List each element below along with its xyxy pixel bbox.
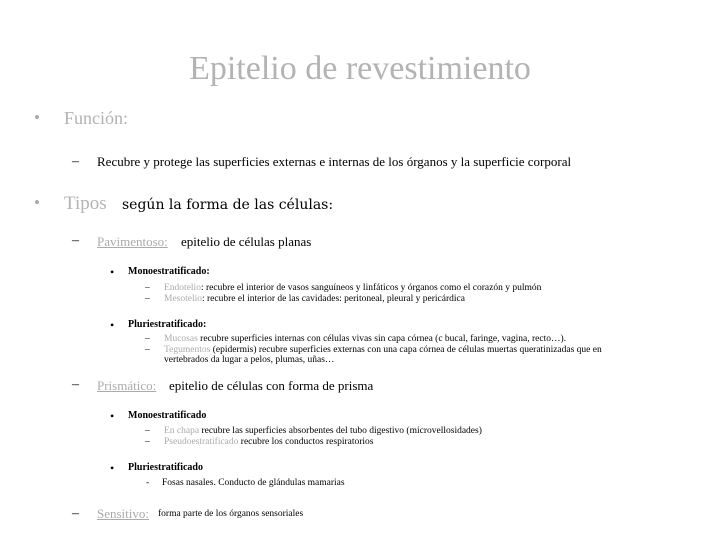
pav-pluri-dot: • xyxy=(110,318,115,332)
pav-mono-label: Monoestratificado: xyxy=(128,266,210,277)
pri-pluri-dash-1: - xyxy=(146,478,150,488)
bullet-tipos: • xyxy=(34,193,40,212)
sensitivo-dash: – xyxy=(72,506,79,521)
pri-pluri-item-1: Fosas nasales. Conducto de glándulas mamarias xyxy=(162,478,345,488)
pav-pluri-item-2-line2: vertebrados da lugar a pelos, plumas, uñas… xyxy=(164,355,335,365)
slide-title: Epitelio de revestimiento xyxy=(189,50,531,87)
pri-mono-item-1: En chapa recubre las superficies absorbentes del tubo digestivo (microvellosidades) xyxy=(164,426,482,436)
pavimentoso-text: epitelio de células planas xyxy=(181,234,312,249)
funcion-item: Recubre y protege las superficies externas e internas de los órganos y la superficie corporal xyxy=(97,154,572,169)
pri-mono-dot: • xyxy=(110,409,115,423)
pavimentoso-label: Pavimentoso: xyxy=(97,234,168,249)
sensitivo-label: Sensitivo: xyxy=(97,506,150,521)
funcion-dash: – xyxy=(72,154,79,169)
funcion-heading: Función: xyxy=(64,108,129,128)
prismatico-label: Prismático: xyxy=(97,378,157,393)
pav-mono-dash-1: – xyxy=(145,283,150,293)
pav-mono-item-2: Mesotelio: recubre el interior de las cavidades: peritoneal, pleural y pericárdica xyxy=(164,294,465,304)
pri-pluri-label: Pluriestratificado xyxy=(128,462,203,473)
pav-mono-dash-2: – xyxy=(145,294,150,304)
sensitivo-text: forma parte de los órganos sensoriales xyxy=(158,509,304,519)
pri-mono-dash-1: – xyxy=(145,426,150,436)
pri-pluri-dot: • xyxy=(110,461,115,475)
pri-mono-item-2: Pseudoestratificado recubre los conductos respiratorios xyxy=(164,437,374,447)
pri-mono-dash-2: – xyxy=(145,437,150,447)
bullet-funcion: • xyxy=(34,108,40,127)
pav-pluri-dash-1: – xyxy=(145,334,150,344)
pav-mono-item-1: Endotelio: recubre el interior de vasos sanguíneos y linfáticos y órganos como el corazón y pulmón xyxy=(164,283,542,293)
pav-mono-dot: • xyxy=(110,265,115,279)
prismatico-text: epitelio de células con forma de prisma xyxy=(169,378,374,393)
tipos-heading-rest: según la forma de las células: xyxy=(122,197,334,213)
tipos-heading: Tipos xyxy=(64,193,107,214)
pav-pluri-item-2: Tegumentos (epidermis) recubre superficies externas con una capa córnea de células muertas queratinizadas que en xyxy=(164,345,602,355)
pri-mono-label: Monoestratificado xyxy=(128,410,207,421)
pav-pluri-dash-2: – xyxy=(145,345,150,355)
pav-pluri-item-1: Mucosas recubre superficies internas con células vivas sin capa córnea (c bucal, faringe, vagina, recto…). xyxy=(164,334,566,344)
prismatico-dash: – xyxy=(72,377,79,392)
pavimentoso-dash: – xyxy=(72,233,79,248)
pav-pluri-label: Pluriestratificado: xyxy=(128,319,207,330)
